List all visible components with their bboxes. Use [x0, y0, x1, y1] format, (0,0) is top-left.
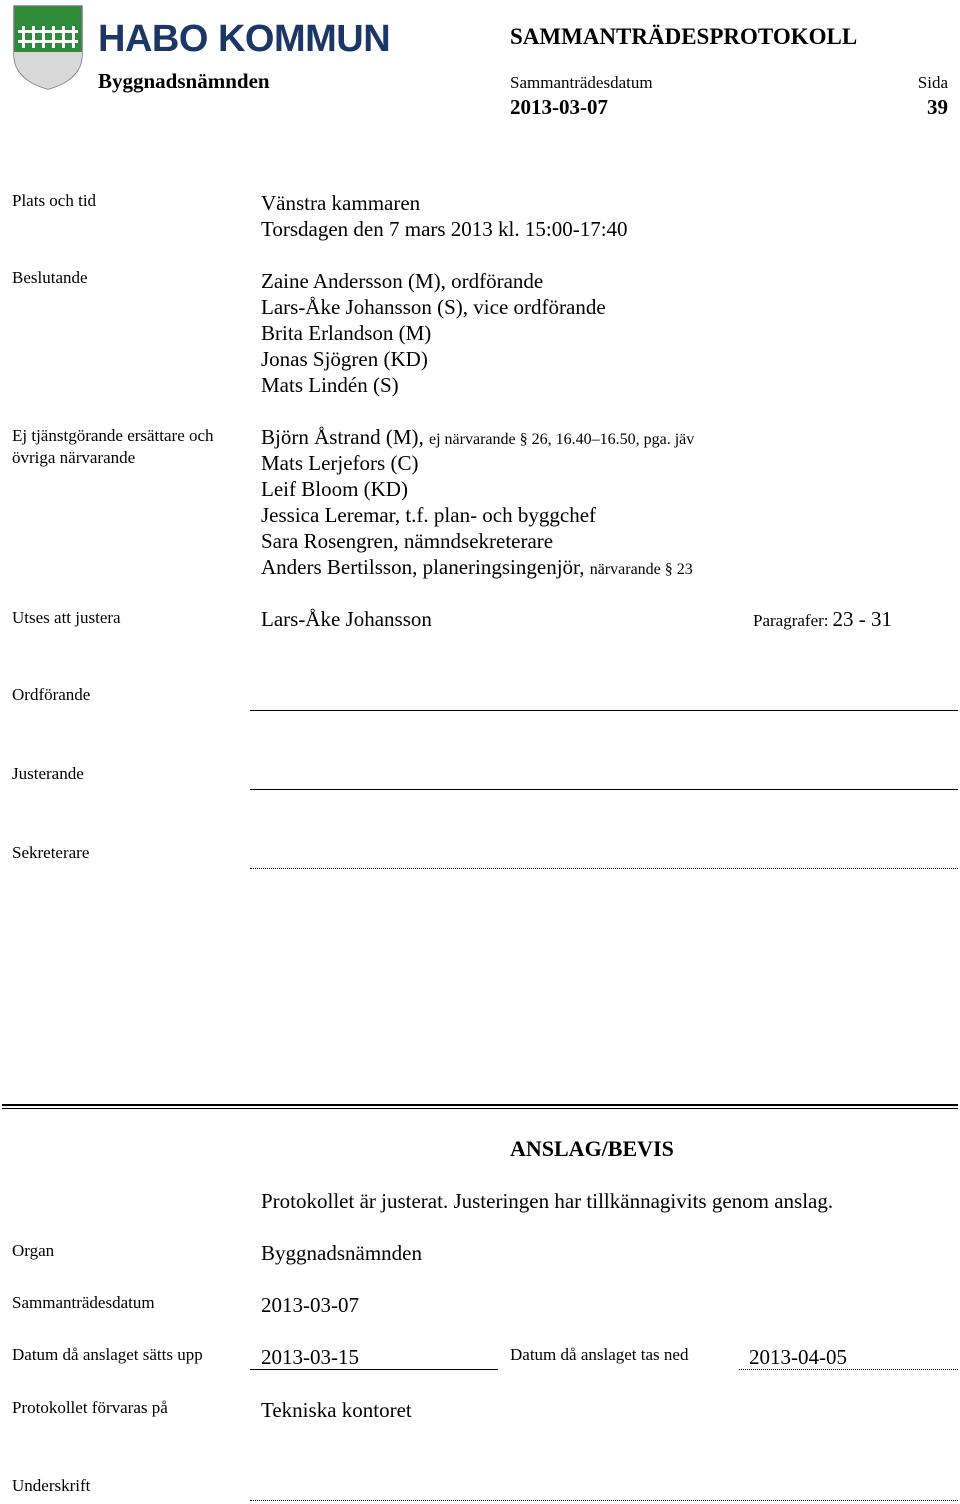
removed-date-label: Datum då anslaget tas ned — [510, 1345, 689, 1364]
chair-label: Ordförande — [12, 685, 91, 704]
meeting-date-label: Sammanträdesdatum — [510, 73, 653, 92]
adjuster-signature-label: Justerande — [12, 764, 84, 783]
habo-coat-of-arms-logo — [12, 4, 84, 90]
list-item: Leif Bloom (KD) — [261, 477, 408, 501]
others-first-note: ej närvarande § 26, 16.40–16.50, pga. jäv — [428, 431, 695, 448]
list-item: Brita Erlandson (M) — [261, 321, 432, 345]
others-label-line-1: Ej tjänstgörande ersättare och — [12, 426, 214, 445]
storage-label: Protokollet förvaras på — [12, 1398, 168, 1417]
department-name: Byggnadsnämnden — [98, 69, 270, 93]
removed-date-line — [739, 1369, 958, 1370]
place: Vänstra kammaren — [261, 191, 421, 215]
others-last-note: närvarande § 23 — [589, 561, 693, 578]
organ: Byggnadsnämnden — [261, 1241, 422, 1265]
list-item: Sara Rosengren, nämndsekreterare — [261, 529, 554, 553]
paragraphs-label: Paragrafer: — [753, 611, 829, 630]
list-item: Jonas Sjögren (KD) — [261, 347, 428, 371]
deciders-label: Beslutande — [12, 268, 88, 287]
logo-wordmark: HABO KOMMUN — [98, 18, 391, 60]
posted-date-line — [250, 1369, 498, 1370]
adjuster-signature-line — [250, 789, 958, 790]
removed-date: 2013-04-05 — [749, 1345, 847, 1369]
others-last-name: Anders Bertilsson, planeringsingenjör, — [261, 555, 585, 579]
document-type-title: SAMMANTRÄDESPROTOKOLL — [510, 24, 858, 49]
list-item — [261, 424, 694, 450]
others-label — [12, 425, 214, 469]
others-list — [261, 424, 694, 580]
adjust-label: Utses att justera — [12, 608, 121, 627]
list-item: Jessica Leremar, t.f. plan- och byggchef — [261, 503, 597, 527]
signature-label: Underskrift — [12, 1476, 91, 1495]
time: Torsdagen den 7 mars 2013 kl. 15:00-17:40 — [261, 217, 628, 241]
notice-meeting-date-label: Sammanträdesdatum — [12, 1293, 155, 1312]
list-item: Zaine Andersson (M), ordförande — [261, 269, 544, 293]
posted-date-label: Datum då anslaget sätts upp — [12, 1345, 203, 1364]
list-item: Lars-Åke Johansson (S), vice ordförande — [261, 295, 606, 319]
notice-title: ANSLAG/BEVIS — [510, 1136, 674, 1161]
place-time-label: Plats och tid — [12, 191, 97, 210]
notice-meeting-date: 2013-03-07 — [261, 1293, 359, 1317]
list-item: Mats Lerjefors (C) — [261, 451, 419, 475]
paragraphs — [753, 606, 892, 632]
list-item — [261, 554, 694, 580]
section-divider-bottom — [2, 1108, 958, 1109]
paragraphs-range: 23 - 31 — [832, 607, 893, 631]
signature-line — [250, 1500, 958, 1501]
others-first-name: Björn Åstrand (M), — [261, 425, 424, 449]
meeting-date: 2013-03-07 — [510, 95, 608, 119]
others-label-line-2: övriga närvarande — [12, 448, 136, 467]
page-label: Sida — [917, 73, 948, 92]
chair-signature-line — [250, 710, 958, 711]
adjuster-name: Lars-Åke Johansson — [261, 607, 432, 631]
organ-label: Organ — [12, 1241, 55, 1260]
posted-date: 2013-03-15 — [261, 1345, 359, 1369]
list-item: Mats Lindén (S) — [261, 373, 399, 397]
notice-statement: Protokollet är justerat. Justeringen har tillkännagivits genom anslag. — [261, 1189, 834, 1213]
secretary-signature-line — [250, 868, 958, 869]
section-divider-top — [2, 1104, 958, 1106]
storage-location: Tekniska kontoret — [261, 1398, 412, 1422]
place-time-block — [261, 190, 628, 242]
page-number: 39 — [927, 95, 948, 119]
deciders-list — [261, 268, 606, 398]
secretary-label: Sekreterare — [12, 843, 90, 862]
